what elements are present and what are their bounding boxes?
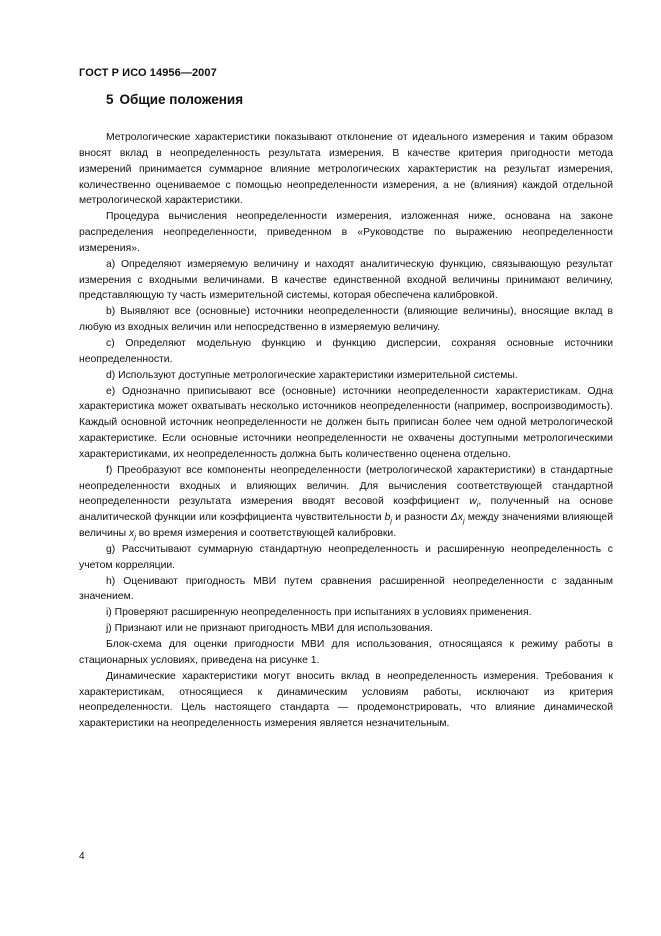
list-item-a: а) Определяют измеряемую величину и находят аналитическую функцию, связывающую результат измерения с входными величинами. В качестве единственной входной величины принимают величину, представляющую ту часть измерительной системы, которая обеспечена калибровкой. bbox=[79, 258, 613, 302]
list-item-f-part3: и разности bbox=[395, 512, 448, 524]
symbol-x: x bbox=[129, 528, 135, 540]
list-item-e: е) Однозначно приписывают все (основные) источники неопределенности характеристикам. Одна характеристика может охватывать несколько источников неопределенности (например, воспроизводимость). Каждый основной источник неопределенности не должен быть приписан более чем одной метрологической характеристике. Если основные источники неопределенности не охвачены доступными метрологическими характеристиками, их неопределенность должна быть количественно оценена отдельно. bbox=[79, 385, 613, 460]
section-title-text: Общие положения bbox=[119, 92, 244, 107]
list-item-i: i) Проверяют расширенную неопределенность при испытаниях в условиях применения. bbox=[106, 607, 532, 619]
section-heading bbox=[106, 92, 243, 107]
list-item-f bbox=[79, 463, 613, 542]
page-number: 4 bbox=[79, 851, 85, 862]
list-item-b: b) Выявляют все (основные) источники неопределенности (влияющие величины), вносящие вклад в любую из входных величин или непосредственно в измеряемую величину. bbox=[79, 306, 613, 334]
symbol-delta-x: Δx bbox=[450, 512, 463, 524]
list-item-g: g) Рассчитывают суммарную стандартную неопределенность и расширенную неопределенность с учетом корреляции. bbox=[79, 543, 613, 571]
list-item-h: h) Оценивают пригодность МВИ путем сравнения расширенной неопределенности с заданным значением. bbox=[79, 575, 613, 603]
symbol-b: b bbox=[384, 512, 391, 524]
list-item-f-part5: во время измерения и соответствующей калибровки. bbox=[138, 528, 397, 540]
list-item-j: j) Признают или не признают пригодность МВИ для использования. bbox=[106, 623, 433, 635]
subscript-j: j bbox=[462, 516, 465, 526]
section-number: 5 bbox=[106, 92, 114, 107]
list-item-d: d) Используют доступные метрологические характеристики измерительной системы. bbox=[106, 369, 518, 381]
subscript-j: j bbox=[134, 532, 136, 542]
subscript-i: i bbox=[476, 500, 479, 510]
paragraph: Блок-схема для оценки пригодности МВИ для использования, относящаяся к режиму работы в стационарных условиях, приведена на рисунке 1. bbox=[79, 639, 613, 666]
list-item-c: c) Определяют модельную функцию и функцию дисперсии, сохраняя основные источники неопределенности. bbox=[79, 337, 613, 365]
body-text bbox=[79, 130, 613, 732]
list-item-f-part2: , полученный на основе аналитической функции или коэффициента чувствительности bbox=[79, 496, 613, 524]
symbol-w: w bbox=[469, 496, 477, 508]
running-header: ГОСТ Р ИСО 14956—2007 bbox=[79, 67, 217, 79]
paragraph: Процедура вычисления неопределенности измерения, изложенная ниже, основана на законе распределения неопределенности, приведенном в «Руководстве по выражению неопределенности измерения». bbox=[79, 211, 613, 254]
list-item-f-part4: между значениями влияющей величины bbox=[79, 512, 614, 540]
paragraph: Метрологические характеристики показывают отклонение от идеального измерения и таким образом вносят вклад в неопределенность результата измерения. В качестве критерия пригодности метода измерений принимается суммарное влияние метрологических характеристик на результат измерения, количественно оцениваемое с помощью неопределенности измерения, а не (влияния) каждой отдельной метрологической характеристики. bbox=[79, 132, 613, 207]
list-item-f-part1: f) Преобразуют все компоненты неопределенности (метрологической характеристики) в стандартные неопределенности входных и влияющих величин. Для вычисления соответствующей стандартной неопределенности результата измерения вводят весовой коэффициент bbox=[79, 464, 613, 508]
paragraph: Динамические характеристики могут вносить вклад в неопределенность измерения. Требования к характеристикам, относящиеся к динамическим условиям работы, исключают из критерия неопределенности. Цель настоящего стандарта — продемонстрировать, что влияние динамической характеристики на неопределенность измерения является незначительным. bbox=[79, 670, 613, 730]
subscript-j: j bbox=[390, 516, 393, 526]
